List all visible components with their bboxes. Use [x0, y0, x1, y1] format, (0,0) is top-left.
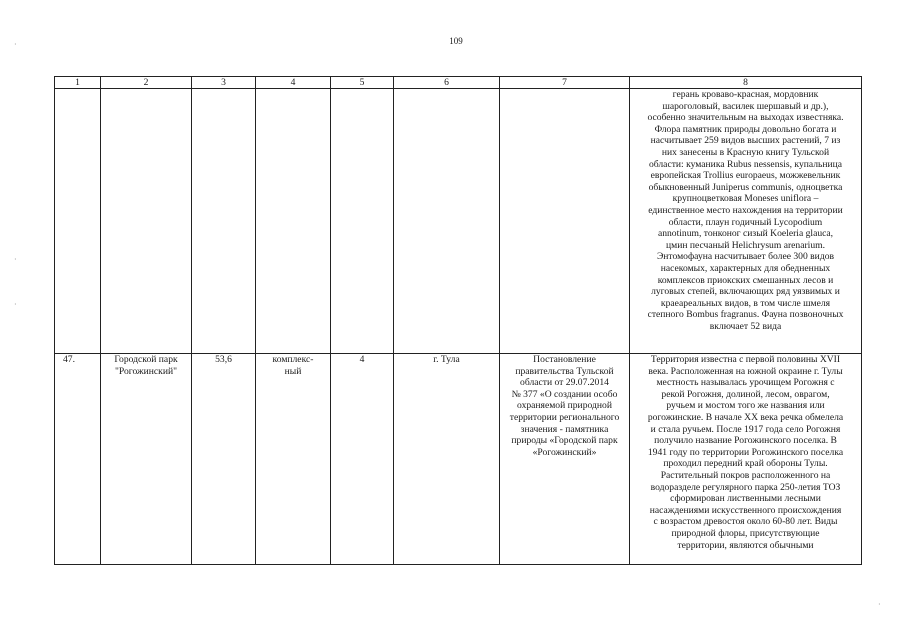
table-cell: [101, 89, 192, 354]
header-cell-5: 5: [331, 77, 394, 89]
table-cell: [101, 354, 192, 565]
table-cell: [394, 89, 500, 354]
area-profile: комплекс- ный: [272, 354, 314, 377]
table-cell: [55, 354, 101, 565]
header-cell-8: 8: [630, 77, 862, 89]
legal-basis: Постановление правительства Тульской области от 29.07.2014 № 377 «О создании особо охраняемой природной территории регионального значения - памятника природы «Городской парк «Рогожинский»: [509, 354, 620, 458]
area-size: 53,6: [215, 354, 232, 365]
page-number: 109: [449, 36, 463, 46]
table-header-row: [55, 77, 862, 89]
table-cell: [192, 89, 256, 354]
table-cell: [394, 354, 500, 565]
scan-speck: ·: [878, 600, 881, 609]
header-cell-2: 2: [101, 77, 192, 89]
table-cell: [55, 89, 101, 354]
scan-speck: ·: [14, 300, 17, 309]
header-cell-7: 7: [500, 77, 630, 89]
table-cell: [630, 354, 862, 565]
area-name: Городской парк "Рогожинский": [114, 354, 178, 377]
scan-speck: ·: [14, 40, 17, 49]
table-row: [55, 354, 862, 565]
area-location: г. Тула: [433, 354, 460, 365]
header-cell-6: 6: [394, 77, 500, 89]
table-cell: [331, 89, 394, 354]
header-cell-1: 1: [55, 77, 101, 89]
description-text: Территория известна с первой половины XVII века. Расположенная на южной окраине г. Тулы местность называлась урочищем Рогожня с рекой Рогожня, долиной, лесом, оврагом, ручьем и мостом того же названия или рогожинские. В начале XX века речка обмелела и стала ручьем. После 1917 года село Рогожня получило название Рогожинского поселка. В 1941 году по территории Рогожинского поселка проходил передний край обороны Тулы. Растительный покров расположенного на водоразделе регулярного парка 250-летия ТОЗ сформирован лиственными лесными насаждениями искусственного происхождения с возрастом древостоя около 60-80 лет. Виды природной флоры, присутствующие территории, являются обычными: [647, 354, 844, 551]
table-cell: [256, 89, 331, 354]
table-cell: [331, 354, 394, 565]
header-cell-4: 4: [256, 77, 331, 89]
table-cell: [630, 89, 862, 354]
area-category: 4: [359, 354, 365, 365]
table-cell: [192, 354, 256, 565]
row-number: 47.: [63, 354, 75, 365]
protected-areas-table: [54, 76, 862, 565]
table-cell: [500, 354, 630, 565]
table-cell: [256, 354, 331, 565]
table-row: [55, 89, 862, 354]
table-cell: [500, 89, 630, 354]
description-text: герань кроваво-красная, мордовник шароголовый, василек шершавый и др.), особенно значительным на выходах известняка. Флора памятник природы довольно богата и насчитывает 259 видов высших растений, 7 из них занесены в Красную книгу Тульской области: куманика Rubus nessensis, купальница европейская Trollius europaeus, можжевельник обыкновенный Juniperus communis, одноцветка крупноцветковая Moneses uniflora – единственное место нахождения на территории области, плаун годичный Lycopodium annotinum, тонконог сизый Koeleria glauca, цмин песчаный Helichrysum arenarium. Энтомофауна насчитывает более 300 видов насекомых, характерных для обедненных комплексов приокских смешанных лесов и луговых степей, включающих ряд уязвимых и краеареальных видов, в том числе шмеля степного Bombus fragranus. Фауна позвоночных включает 52 вида: [647, 89, 844, 332]
header-cell-3: 3: [192, 77, 256, 89]
scan-speck: ·: [14, 255, 17, 264]
